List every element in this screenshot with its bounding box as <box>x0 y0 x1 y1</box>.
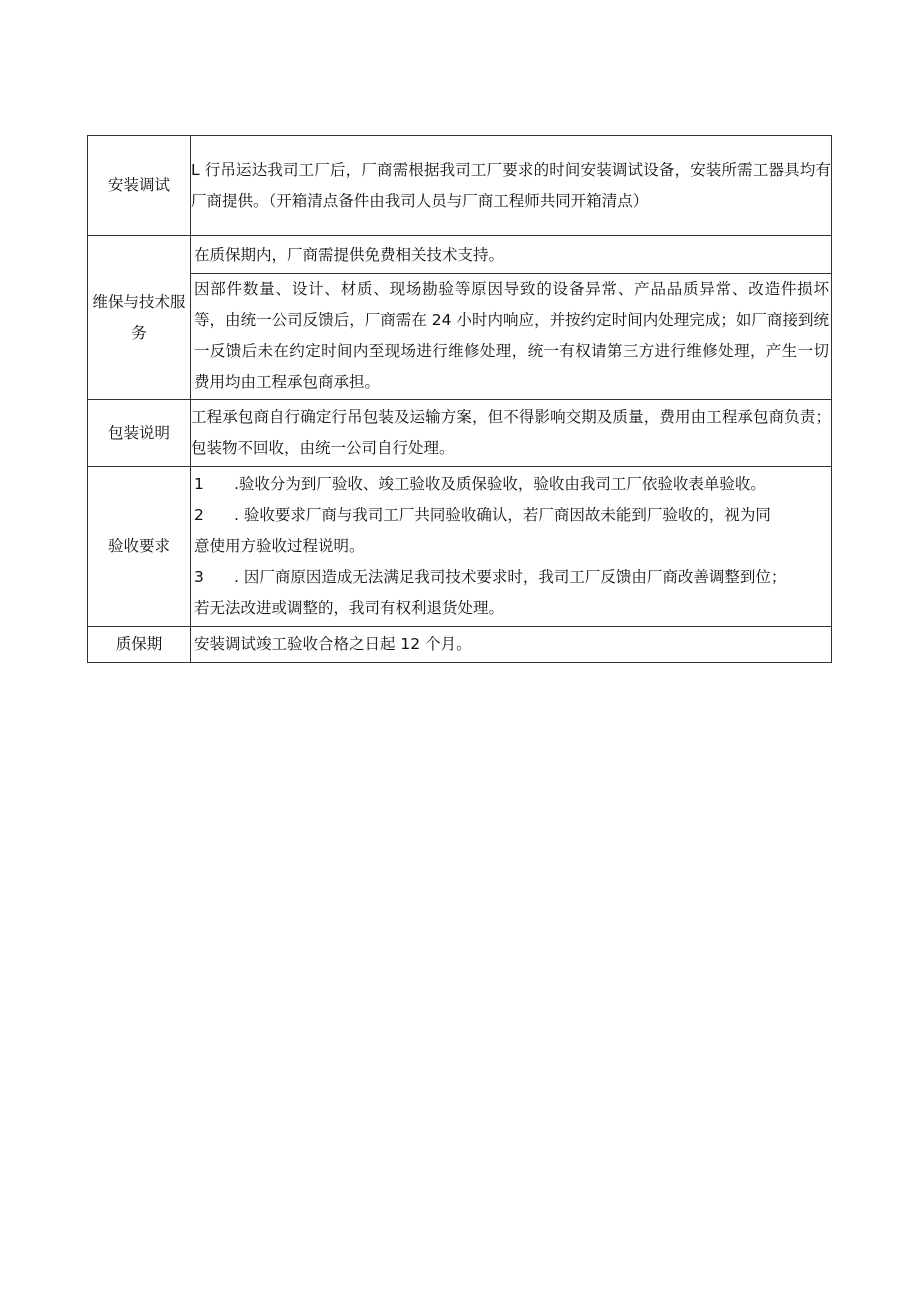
item-number: 3 <box>194 568 204 586</box>
row-warranty <box>88 627 832 663</box>
item-text-continued: 若无法改进或调整的，我司有权利退货处理。 <box>194 599 505 617</box>
item-text: . 因厂商原因造成无法满足我司技术要求时，我司工厂反馈由厂商改善调整到位； <box>234 568 787 586</box>
row-maintenance <box>88 236 832 400</box>
row-label: 包装说明 <box>88 400 191 467</box>
maintenance-response-terms: 因部件数量、设计、材质、现场勘验等原因导致的设备异常、产品品质异常、改造件损坏等，由统一公司反馈后，厂商需在 24 小时内响应，并按约定时间内处理完成；如厂商接到统一反馈后未在约定时间内至现场进行维修处理，统一有权请第三方进行维修处理，产生一切费用均由工程承包商承担。 <box>191 273 831 399</box>
item-number: 1 <box>194 475 204 493</box>
item-text-continued: 意使用方验收过程说明。 <box>194 537 365 555</box>
acceptance-item <box>194 469 829 500</box>
acceptance-item <box>194 500 829 562</box>
row-label: 安装调试 <box>88 136 191 236</box>
row-packaging <box>88 400 832 467</box>
item-number: 2 <box>194 506 204 524</box>
requirements-table <box>87 135 832 663</box>
row-content: 工程承包商自行确定行吊包装及运输方案，但不得影响交期及质量，费用由工程承包商负责；包装物不回收，由统一公司自行处理。 <box>191 400 832 467</box>
row-installation <box>88 136 832 236</box>
item-text: . 验收要求厂商与我司工厂共同验收确认，若厂商因故未能到厂验收的，视为同 <box>234 506 771 524</box>
row-label: 维保与技术服务 <box>88 236 191 400</box>
row-label: 验收要求 <box>88 467 191 627</box>
item-text: .验收分为到厂验收、竣工验收及质保验收，验收由我司工厂依验收表单验收。 <box>234 475 766 493</box>
row-label: 质保期 <box>88 627 191 663</box>
acceptance-item <box>194 562 829 624</box>
row-content: 安装调试竣工验收合格之日起 12 个月。 <box>191 627 832 663</box>
row-content: L 行吊运达我司工厂后，厂商需根据我司工厂要求的时间安装调试设备，安装所需工器具均有厂商提供。（开箱清点备件由我司人员与厂商工程师共同开箱清点） <box>191 136 832 236</box>
maintenance-free-support: 在质保期内，厂商需提供免费相关技术支持。 <box>194 246 505 264</box>
row-acceptance <box>88 467 832 627</box>
